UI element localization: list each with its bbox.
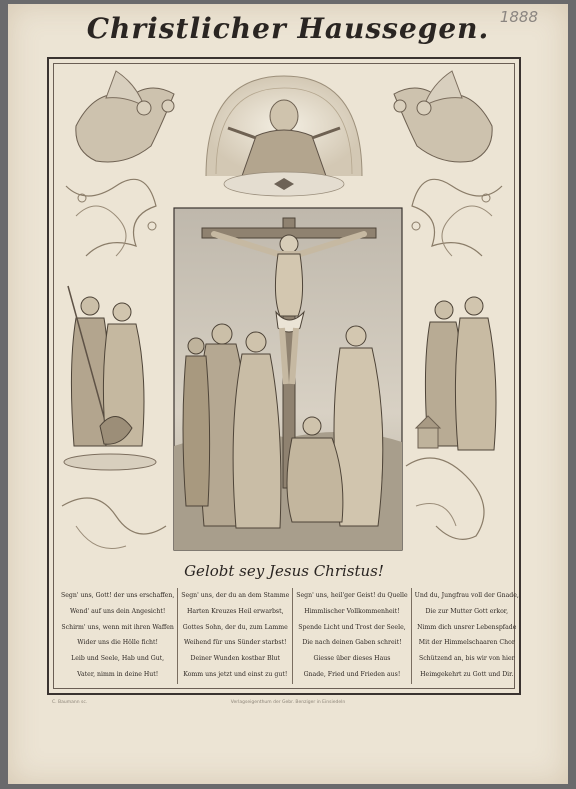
verse-column [58, 588, 177, 684]
verse-line: Segn' uns, Gott! der uns erschaffen, [61, 592, 175, 599]
verse-line: Schützend an, bis wir von hier [418, 655, 515, 663]
god-the-father-group [206, 76, 362, 196]
verse-line: Giesse über dieses Haus [313, 655, 391, 663]
verse-column [411, 588, 522, 684]
verse-column [177, 588, 292, 684]
pencil-annotation: 1888 [499, 8, 538, 26]
verse-line: Wend' auf uns dein Angesicht! [69, 607, 166, 615]
left-saints [64, 286, 156, 470]
verse-table [58, 588, 519, 684]
verse-line: Vater, nimm in deine Hut! [77, 670, 159, 678]
engraving-illustration [56, 66, 512, 558]
verse-column [292, 588, 410, 684]
verse-line: Schirm' uns, wenn mit ihren Waffen [61, 623, 174, 631]
verse-line: Deiner Wunden kostbar Blut [190, 655, 281, 663]
verse-line: Himmlischer Vollkommenheit! [304, 607, 400, 615]
left-angels [76, 71, 174, 162]
verse-line: Nimm dich unsrer Lebenspfade [417, 623, 517, 631]
verse-line: Die zur Mutter Gott erkor, [425, 607, 509, 615]
verse-line: Harten Kreuzes Heil erwarbst, [186, 607, 284, 615]
verse-line: Spende Licht und Trost der Seele, [298, 623, 406, 631]
verse-line: Die nach deinen Gaben schreit! [302, 639, 402, 647]
verse-line: Komm uns jetzt und einst zu gut! [183, 670, 288, 678]
page-title: Christlicher Haussegen. [86, 12, 490, 45]
crucifixion-panel [174, 208, 402, 550]
verse-line: Weihend für uns Sünder starbst! [184, 639, 287, 647]
right-saints [416, 297, 496, 450]
motto-heading: Gelobt sey Jesus Christus! [184, 562, 384, 580]
verse-line: Segn' uns, heil'ger Geist! du Quelle [296, 592, 408, 599]
verse-line: Leib und Seele, Hab und Gut, [71, 655, 165, 663]
verse-line: Mit der Himmelschaaren Chor [418, 639, 515, 647]
publisher-credit: Verlagseigenthum der Gebr. Benziger in Einsiedeln [230, 700, 346, 705]
verse-line: Und du, Jungfrau voll der Gnade, [414, 592, 519, 599]
verse-line: Wider uns die Hölle ficht! [77, 639, 158, 647]
right-angels [394, 71, 492, 162]
engraver-credit: C. Baumann sc. [52, 700, 88, 705]
verse-line: Gnade, Fried und Frieden aus! [303, 670, 401, 678]
verse-line: Segn' uns, der du an dem Stamme [181, 592, 290, 599]
verse-line: Gottes Sohn, der du, zum Lamme [182, 623, 288, 631]
verse-line: Heimgekehrt zu Gott und Dir. [420, 670, 514, 678]
